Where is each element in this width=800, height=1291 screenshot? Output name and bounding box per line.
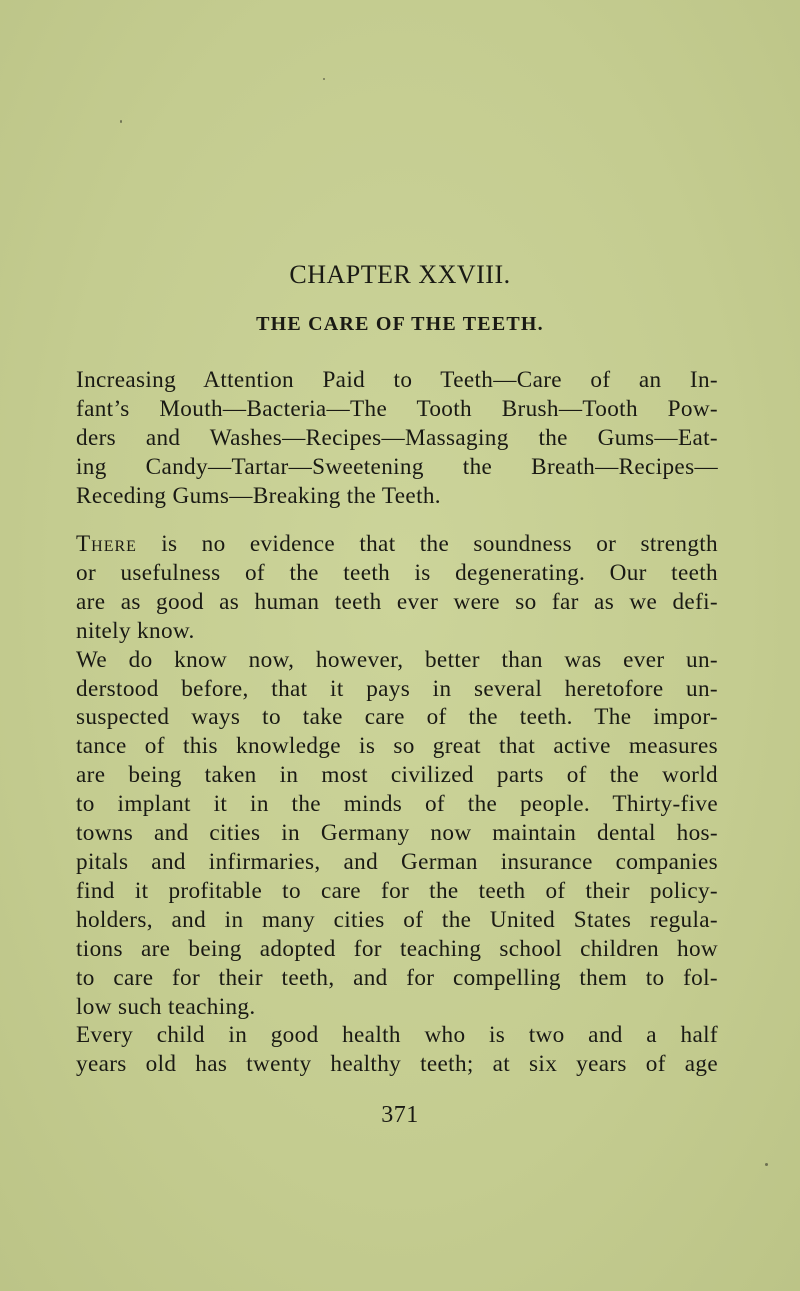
body-line: holders, and in many cities of the United States regula- bbox=[76, 906, 718, 933]
body-line: Every child in good health who is two and a half bbox=[76, 1022, 718, 1049]
body-line: tions are being adopted for teaching school children how bbox=[76, 935, 718, 962]
synopsis-line: Increasing Attention Paid to Teeth—Care of an In- bbox=[76, 367, 718, 393]
body-line: tance of this knowledge is so great that active measures bbox=[76, 733, 718, 760]
body-line: towns and cities in Germany now maintain dental hos- bbox=[76, 820, 718, 847]
body-line: are as good as human teeth ever were so far as we defi- bbox=[76, 588, 718, 615]
paper-speck bbox=[120, 120, 122, 123]
body-text bbox=[76, 530, 718, 1079]
chapter-synopsis bbox=[76, 366, 718, 511]
body-line: years old has twenty healthy teeth; at six years of age bbox=[76, 1051, 718, 1078]
paper-speck bbox=[765, 1163, 768, 1166]
chapter-heading: CHAPTER XXVIII. bbox=[289, 260, 511, 289]
body-line: derstood before, that it pays in several heretofore un- bbox=[76, 675, 718, 702]
paper-speck bbox=[323, 78, 325, 80]
chapter-title: THE CARE OF THE TEETH. bbox=[256, 313, 544, 335]
body-line: We do know now, however, better than was ever un- bbox=[76, 646, 718, 673]
body-line: are being taken in most civilized parts of the world bbox=[76, 762, 718, 789]
body-line: pitals and infirmaries, and German insurance companies bbox=[76, 848, 718, 875]
body-line-first bbox=[76, 530, 718, 559]
body-line: low such teaching. bbox=[76, 993, 256, 1020]
body-line: nitely know. bbox=[76, 617, 195, 644]
body-line: find it profitable to care for the teeth of their policy- bbox=[76, 877, 718, 904]
synopsis-line: ders and Washes—Recipes—Massaging the Gums—Eat- bbox=[76, 424, 718, 451]
synopsis-line: fant’s Mouth—Bacteria—The Tooth Brush—Tooth Pow- bbox=[76, 395, 718, 422]
body-line: suspected ways to take care of the teeth. The impor- bbox=[76, 704, 718, 731]
lead-word: There bbox=[76, 531, 137, 557]
synopsis-line: ing Candy—Tartar—Sweetening the Breath—Recipes— bbox=[76, 453, 718, 480]
body-line: to care for their teeth, and for compelling them to fol- bbox=[76, 964, 718, 991]
page-number: 371 bbox=[381, 1102, 419, 1128]
synopsis-line: Receding Gums—Breaking the Teeth. bbox=[76, 482, 441, 509]
first-line-rest: is no evidence that the soundness or strength bbox=[136, 531, 718, 557]
body-line: to implant it in the minds of the people. Thirty-five bbox=[76, 791, 718, 818]
body-line: or usefulness of the teeth is degenerating. Our teeth bbox=[76, 559, 718, 586]
